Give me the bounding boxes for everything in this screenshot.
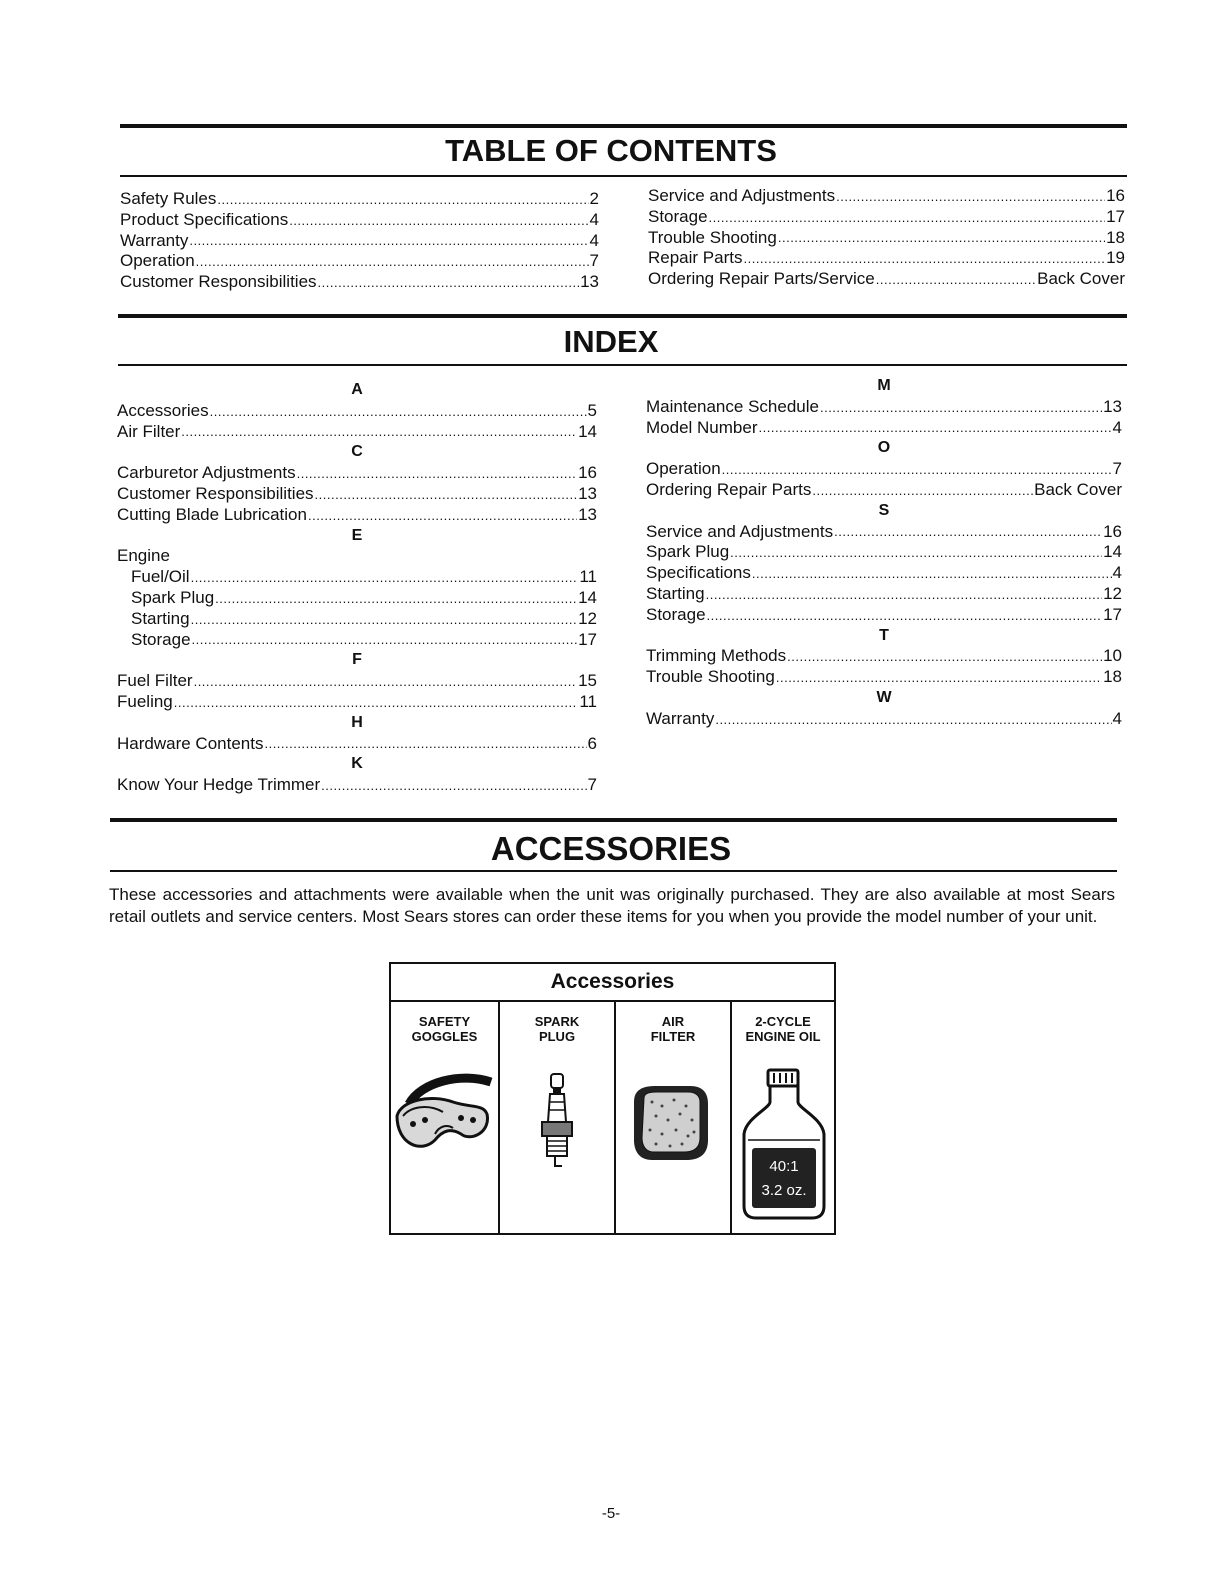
accessories-table-title: Accessories [391,964,834,1002]
toc-entry[interactable]: Product Specifications ..... 4 [120,210,599,231]
index-entry[interactable]: Hardware Contents ..... 6 [117,734,597,755]
index-bottom-rule [118,364,1127,366]
toc-right-column [648,186,1125,290]
index-letter: H [351,713,363,731]
accessories-top-rule [110,818,1117,822]
accessory-engine-oil[interactable] [730,1002,834,1233]
index-entry[interactable]: Spark Plug ..... 14 [117,588,597,609]
accessories-title: ACCESSORIES [490,830,732,867]
toc-top-rule [120,124,1127,128]
index-letter: T [879,626,889,644]
oil-ratio-text: 40:1 [769,1158,799,1175]
toc-entry[interactable]: Safety Rules ..... 2 [120,189,599,210]
toc-title: TABLE OF CONTENTS [445,133,777,168]
toc-entry[interactable]: Operation ..... 7 [120,251,599,272]
index-entry[interactable]: Fueling ..... 11 [117,692,597,713]
index-entry[interactable]: Warranty ..... 4 [646,709,1122,730]
index-entry[interactable]: Cutting Blade Lubrication ..... 13 [117,505,597,526]
index-letter: S [878,501,890,519]
index-title: INDEX [563,324,659,359]
index-subheading: Engine [117,546,170,566]
index-entry[interactable]: Starting ..... 12 [117,609,597,630]
index-entry[interactable]: Trouble Shooting ..... 18 [646,667,1122,688]
index-entry[interactable]: Storage ..... 17 [117,630,597,651]
toc-bottom-rule [120,175,1127,177]
index-entry[interactable]: Customer Responsibilities ..... 13 [117,484,597,505]
accessory-spark-plug[interactable] [498,1002,614,1233]
index-entry[interactable]: Air Filter ..... 14 [117,422,597,443]
index-entry[interactable]: Model Number ..... 4 [646,418,1122,439]
air-filter-icon [616,1080,730,1175]
index-letter: A [351,381,363,398]
index-entry[interactable]: Know Your Hedge Trimmer ..... 7 [117,775,597,796]
accessories-bottom-rule [110,870,1117,872]
toc-entry[interactable]: Warranty ..... 4 [120,231,599,252]
index-entry[interactable]: Starting ..... 12 [646,584,1122,605]
index-letter: F [352,651,362,669]
index-letter: K [351,755,363,773]
toc-entry[interactable]: Storage ..... 17 [648,207,1125,228]
index-entry[interactable]: Service and Adjustments ..... 16 [646,522,1122,543]
index-right-column [646,376,1122,730]
accessories-table [389,962,836,1235]
index-entry[interactable]: Accessories ..... 5 [117,401,597,422]
toc-entry[interactable]: Customer Responsibilities ..... 13 [120,272,599,293]
index-entry[interactable]: Spark Plug ..... 14 [646,542,1122,563]
index-left-column [117,380,597,796]
index-letter: E [351,526,363,544]
index-entry[interactable]: Trimming Methods ..... 10 [646,646,1122,667]
index-letter: W [876,688,892,706]
oil-bottle-icon [732,1068,834,1224]
accessories-intro: These accessories and attachments were available when the unit was originally purchased. They are also available at most Sears retail outlets and service centers. Most Sears stores can order these items for you when you provide the model number of your unit. [109,885,1115,926]
safety-goggles-icon [391,1064,498,1179]
index-letter: O [877,439,891,457]
index-entry[interactable]: Ordering Repair Parts ..... Back Cover [646,480,1122,501]
index-entry[interactable]: Fuel Filter ..... 15 [117,671,597,692]
spark-plug-icon [500,1072,614,1187]
accessory-label: 2-CYCLE ENGINE OIL [745,1014,821,1044]
index-entry[interactable]: Operation ..... 7 [646,459,1122,480]
accessory-label: SPARK PLUG [534,1014,580,1044]
index-entry[interactable]: Storage ..... 17 [646,605,1122,626]
toc-entry[interactable]: Service and Adjustments ..... 16 [648,186,1125,207]
accessory-air-filter[interactable] [614,1002,730,1233]
accessory-label: AIR FILTER [650,1014,696,1044]
index-letter: M [877,377,891,394]
accessory-safety-goggles[interactable] [391,1002,498,1233]
oil-volume-text: 3.2 oz. [761,1182,807,1199]
toc-entry[interactable]: Trouble Shooting ..... 18 [648,228,1125,249]
index-entry[interactable]: Carburetor Adjustments ..... 16 [117,463,597,484]
index-top-rule [118,314,1127,318]
index-entry[interactable]: Maintenance Schedule ..... 13 [646,397,1122,418]
index-entry[interactable]: Fuel/Oil ..... 11 [117,567,597,588]
index-letter: C [351,443,363,461]
toc-entry[interactable]: Repair Parts ..... 19 [648,248,1125,269]
page-number: -5- [601,1505,621,1522]
index-entry[interactable]: Specifications ..... 4 [646,563,1122,584]
toc-entry[interactable]: Ordering Repair Parts/Service ..... Back Cover [648,269,1125,290]
toc-left-column [120,189,599,293]
accessory-label: SAFETY GOGGLES [411,1014,478,1044]
